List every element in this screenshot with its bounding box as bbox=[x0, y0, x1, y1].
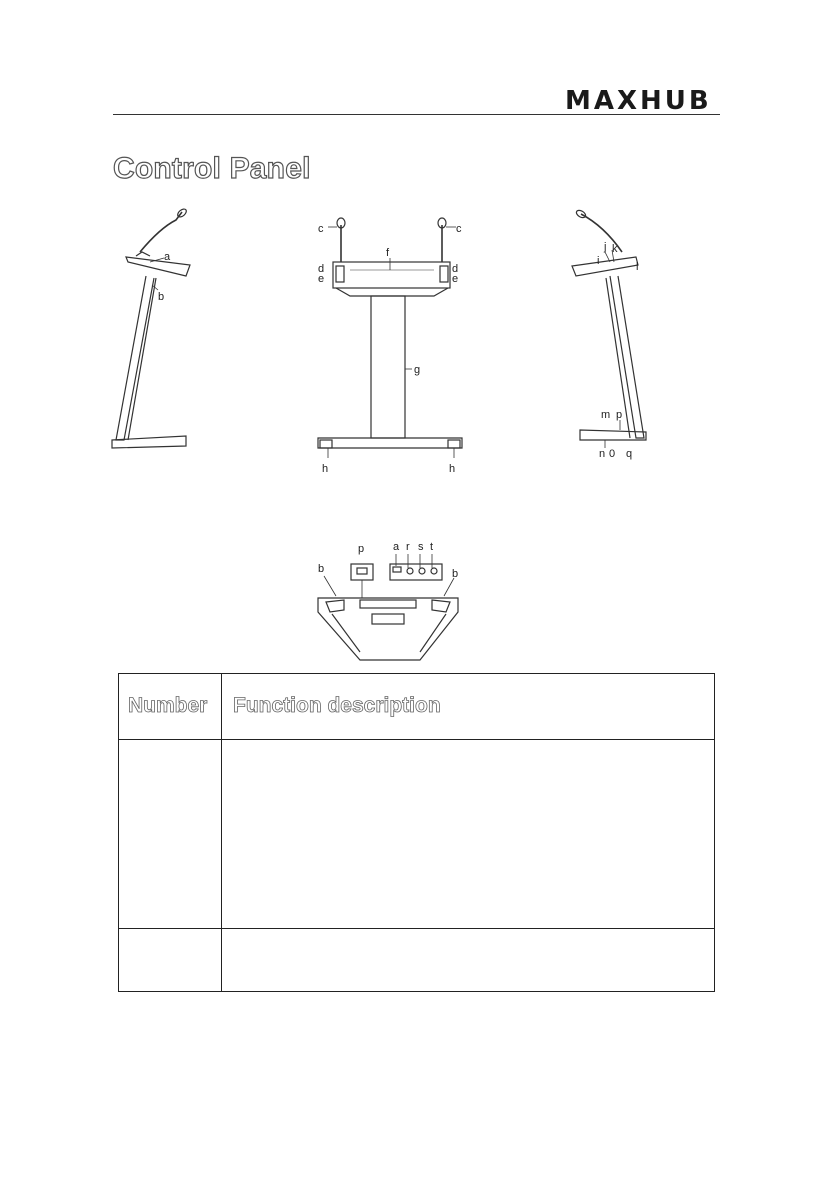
left-side-view bbox=[112, 207, 190, 448]
label-b-detail-right: b bbox=[452, 568, 459, 580]
label-a-left: a bbox=[164, 251, 171, 263]
label-e-right: e bbox=[452, 273, 459, 285]
label-m: m bbox=[601, 409, 611, 421]
label-b-detail-left: b bbox=[318, 563, 325, 575]
function-table bbox=[118, 673, 715, 992]
label-s: s bbox=[418, 541, 424, 553]
label-b-left: b bbox=[158, 291, 165, 303]
table-row-2-number bbox=[119, 929, 221, 991]
label-i: i bbox=[597, 255, 600, 267]
label-0: 0 bbox=[609, 448, 616, 460]
table-row-1-number bbox=[119, 740, 221, 928]
header-function-description: Function description bbox=[233, 694, 441, 717]
page-title: Control Panel bbox=[113, 152, 311, 185]
label-c-front-left: c bbox=[318, 223, 324, 235]
label-h-left: h bbox=[322, 463, 329, 475]
label-p-detail: p bbox=[358, 543, 365, 555]
label-p-side: p bbox=[616, 409, 623, 421]
header-number: Number bbox=[128, 694, 208, 717]
detail-view bbox=[318, 541, 458, 660]
label-c-front-right: c bbox=[456, 223, 462, 235]
table-row-1-description bbox=[222, 740, 714, 928]
label-g: g bbox=[414, 364, 421, 376]
label-f: f bbox=[386, 247, 390, 259]
front-view bbox=[318, 218, 462, 475]
label-t: t bbox=[430, 541, 434, 553]
brand-text: MAXHUB bbox=[565, 86, 712, 114]
label-r: r bbox=[406, 541, 410, 553]
table-row-2-description bbox=[222, 929, 714, 991]
label-e-left: e bbox=[318, 273, 325, 285]
label-k: k bbox=[612, 243, 618, 255]
right-side-view bbox=[572, 209, 646, 460]
label-n: n bbox=[599, 448, 606, 460]
label-d-left: d bbox=[318, 263, 325, 275]
label-l: l bbox=[636, 261, 639, 273]
label-a-detail: a bbox=[393, 541, 400, 553]
label-j: j bbox=[604, 241, 607, 253]
label-h-right: h bbox=[449, 463, 456, 475]
label-d-right: d bbox=[452, 263, 459, 275]
label-q: q bbox=[626, 448, 633, 460]
